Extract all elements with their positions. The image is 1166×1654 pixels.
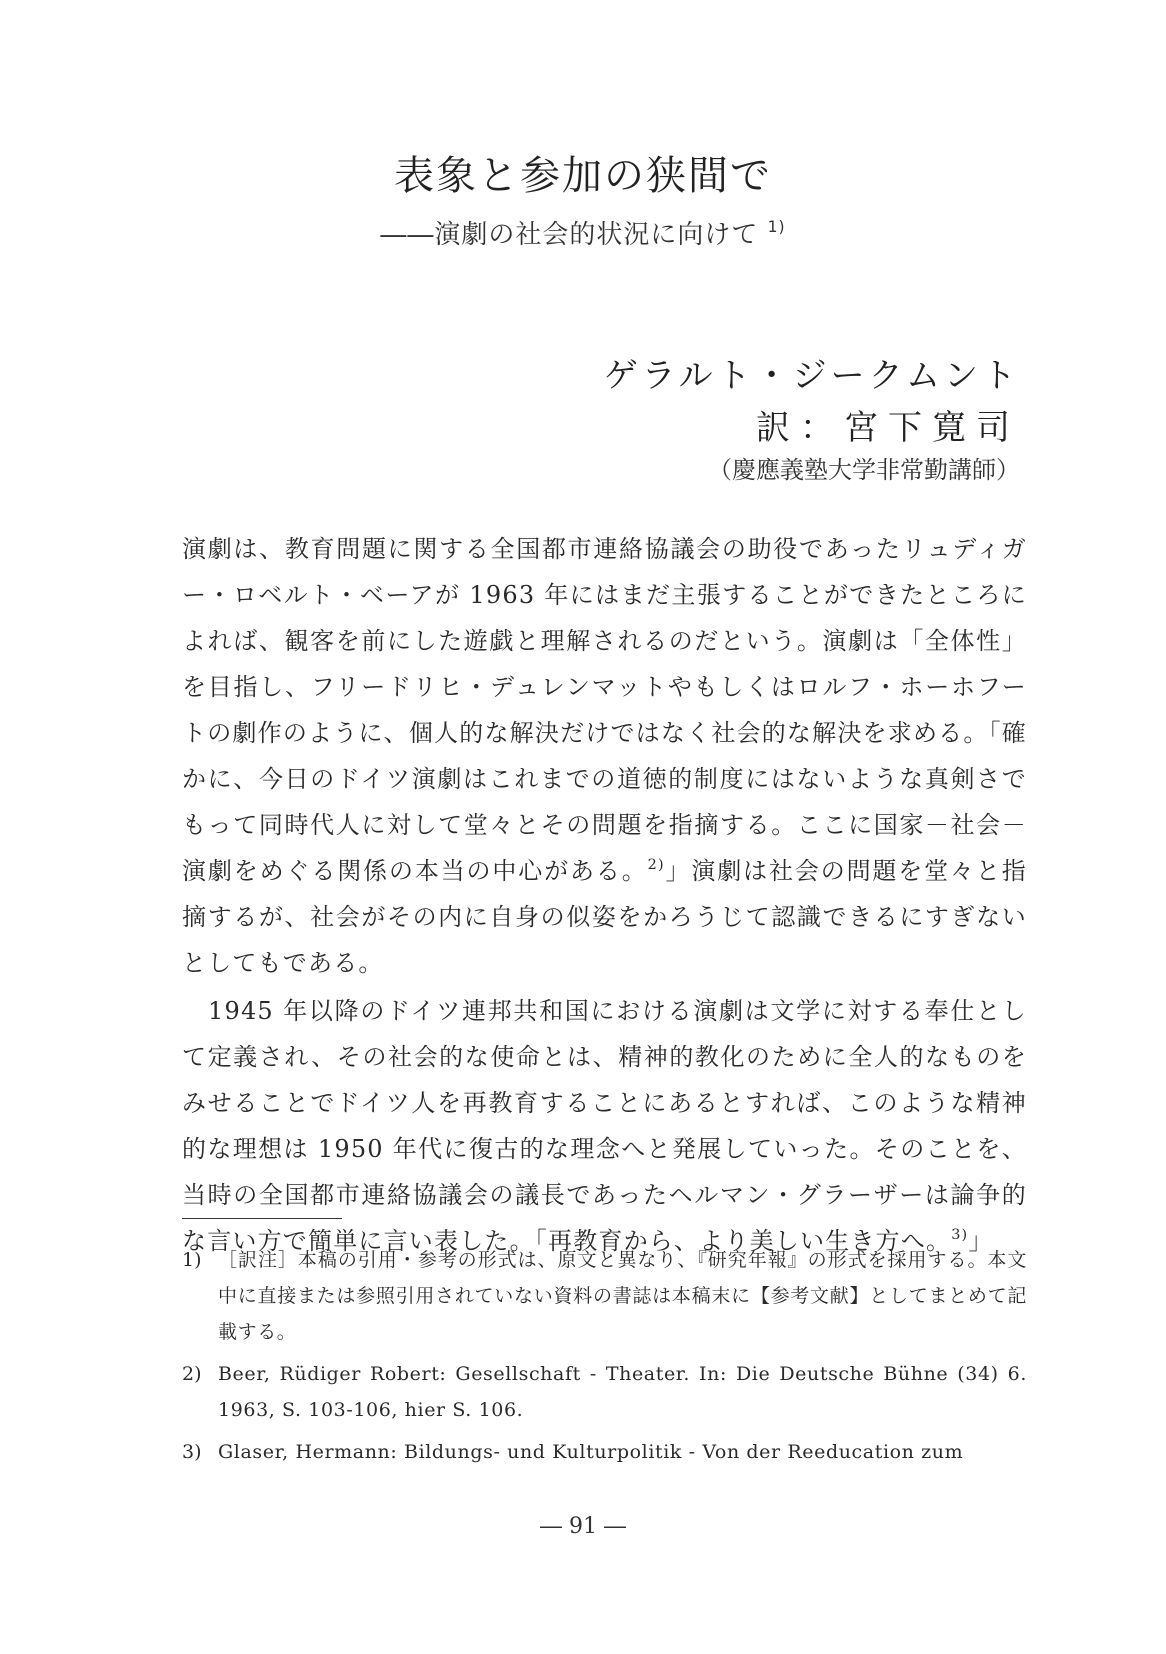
author-name: ゲラルト・ジークムント	[603, 356, 1020, 396]
footnote-number: 3)	[182, 1441, 202, 1463]
article-title: 表象と参加の狭間で	[394, 153, 772, 199]
footnote-ref-2[interactable]: 2)	[647, 856, 665, 873]
subtitle-footnote-ref[interactable]: 1)	[767, 218, 786, 237]
article-subtitle	[0, 215, 1166, 255]
paragraph-2-text-b: 」	[968, 1227, 994, 1255]
footnote-number: 1)	[182, 1249, 202, 1271]
body-text	[182, 526, 1027, 1264]
translator-name: 訳：宮下寛司	[756, 408, 1020, 448]
paragraph-2-text-a: 1945 年以降のドイツ連邦共和国における演劇は文学に対する奉仕として定義され、その社会的な使命とは、精神的教化のために全人的なものをみせることでドイツ人を再教育することにあるとすれば、このような精神的な理想は 1950 年代に復古的な理念へと発展していった。そのことを、当時の全国都市連絡協議会の議長であったヘルマン・グラーザーは論争的な言い方で簡単に言い表した。「再教育から、より美しい生き方へ。	[182, 997, 1027, 1255]
translator-affiliation: （慶應義塾大学非常勤講師）	[708, 456, 1020, 484]
footnote-separator	[182, 1218, 342, 1219]
page-number: ― 91 ―	[540, 1514, 626, 1539]
footnote-text: Beer, Rüdiger Robert: Gesellschaft - Theater. In: Die Deutsche Bühne (34) 6. 1963, S. 103-106, hier S. 106.	[218, 1363, 1027, 1421]
subtitle-text: ――演劇の社会的状況に向けて	[380, 220, 759, 250]
paragraph-1-text-b: 」演劇は社会の問題を堂々と指摘するが、社会がその内に自身の似姿をかろうじて認識できるにすぎないとしてもである。	[182, 857, 1027, 977]
footnote-text: Glaser, Hermann: Bildungs- und Kulturpolitik - Von der Reeducation zum	[218, 1441, 964, 1463]
footnote-ref-3[interactable]: 3)	[951, 1226, 969, 1243]
footnote-3	[182, 1434, 1027, 1470]
paragraph-2	[182, 988, 1027, 1264]
footnotes	[182, 1242, 1027, 1476]
footnote-text: ［訳注］本稿の引用・参考の形式は、原文と異なり、『研究年報』の形式を採用する。本文中に直接または参照引用されていない資料の書誌は本稿末に【参考文献】としてまとめて記載する。	[218, 1249, 1027, 1343]
paragraph-1	[182, 526, 1027, 986]
footnote-1	[182, 1242, 1027, 1350]
footnote-2	[182, 1356, 1027, 1428]
paragraph-1-text-a: 演劇は、教育問題に関する全国都市連絡協議会の助役であったリュディガー・ロベルト・ベーアが 1963 年にはまだ主張することができたところによれば、観客を前にした遊戯と理解されるのだという。演劇は「全体性」を目指し、フリードリヒ・デュレンマットやもしくはロルフ・ホーホフートの劇作のように、個人的な解決だけではなく社会的な解決を求める。「確かに、今日のドイツ演劇はこれまでの道徳的制度にはないような真剣さでもって同時代人に対して堂々とその問題を指摘する。ここに国家－社会－演劇をめぐる関係の本当の中心がある。	[182, 535, 1027, 885]
footnote-number: 2)	[182, 1363, 202, 1385]
